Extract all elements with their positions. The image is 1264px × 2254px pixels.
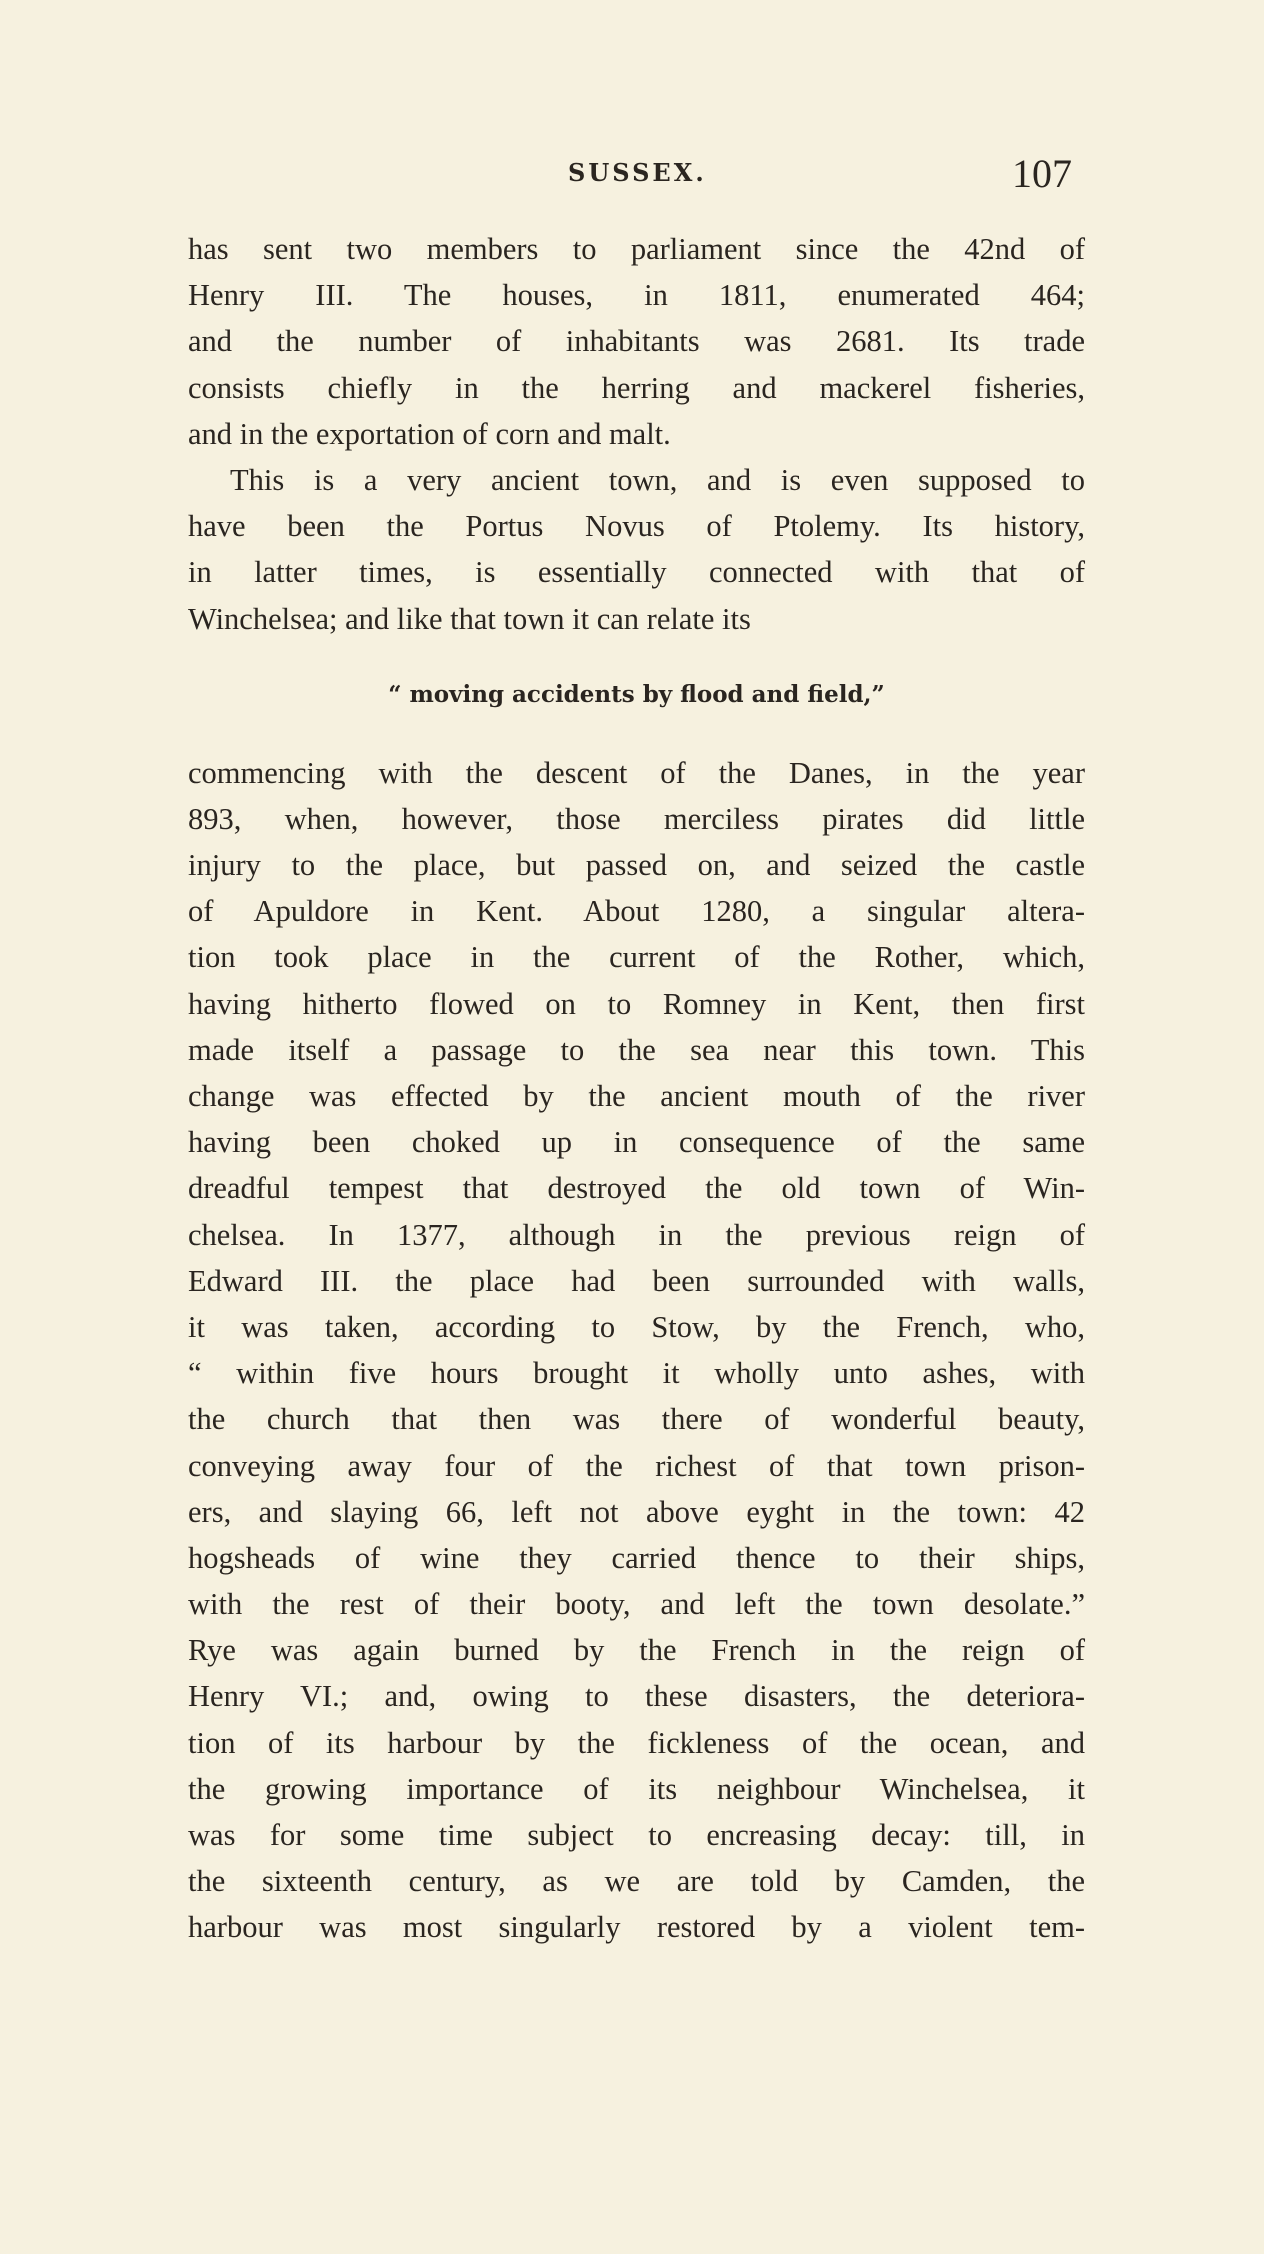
text-line: was for some time subject to encreasing decay: till, in bbox=[188, 1818, 1085, 1852]
block-quote: “ moving accidents by flood and field,” bbox=[388, 680, 885, 708]
paragraph-1 bbox=[188, 226, 1085, 457]
text-line: This is a very ancient town, and is even supposed to bbox=[230, 462, 1085, 497]
text-line: Rye was again burned by the French in the reign of bbox=[188, 1633, 1085, 1668]
text-line: change was effected by the ancient mouth of the river bbox=[188, 1079, 1085, 1113]
text-line: and the number of inhabitants was 2681. Its trade bbox=[188, 324, 1085, 359]
text-line: has sent two members to parliament since the 42nd of bbox=[188, 232, 1085, 266]
text-line: dreadful tempest that destroyed the old town of Win- bbox=[188, 1171, 1085, 1206]
text-line: of Apuldore in Kent. About 1280, a singular altera- bbox=[188, 894, 1085, 929]
text-line: consists chiefly in the herring and mackerel fisheries, bbox=[188, 370, 1085, 405]
text-line: Winchelsea; and like that town it can relate its bbox=[188, 601, 751, 636]
text-line: the church that then was there of wonderful beauty, bbox=[188, 1402, 1085, 1437]
text-line: made itself a passage to the sea near this town. This bbox=[188, 1032, 1085, 1067]
text-line: the sixteenth century, as we are told by Camden, the bbox=[188, 1864, 1085, 1899]
text-line: in latter times, is essentially connected with that of bbox=[188, 555, 1085, 590]
text-line: it was taken, according to Stow, by the French, who, bbox=[188, 1309, 1085, 1344]
text-line: and in the exportation of corn and malt. bbox=[188, 416, 671, 451]
paragraph-2 bbox=[188, 457, 1085, 642]
text-line: chelsea. In 1377, although in the previous reign of bbox=[188, 1217, 1085, 1252]
text-line: commencing with the descent of the Danes, in the year bbox=[188, 755, 1085, 790]
page-number: 107 bbox=[1012, 151, 1072, 196]
text-line: 893, when, however, those merciless pirates did little bbox=[188, 801, 1085, 836]
text-line: Henry III. The houses, in 1811, enumerated 464; bbox=[188, 278, 1085, 313]
text-line: tion of its harbour by the fickleness of the ocean, and bbox=[188, 1725, 1085, 1760]
text-line: having hitherto flowed on to Romney in Kent, then first bbox=[188, 986, 1085, 1021]
text-line: conveying away four of the richest of that town prison- bbox=[188, 1448, 1085, 1483]
text-line: Henry VI.; and, owing to these disasters, the deteriora- bbox=[188, 1679, 1085, 1714]
text-line: with the rest of their booty, and left the town desolate.” bbox=[188, 1587, 1085, 1622]
text-line: tion took place in the current of the Rother, which, bbox=[188, 940, 1085, 975]
running-head-title: SUSSEX. bbox=[568, 158, 707, 187]
paragraph-3 bbox=[188, 750, 1085, 1951]
text-line: “ within five hours brought it wholly unto ashes, with bbox=[188, 1356, 1085, 1391]
body-text bbox=[188, 226, 1085, 1951]
text-line: Edward III. the place had been surrounded with walls, bbox=[188, 1263, 1085, 1298]
running-head bbox=[0, 150, 1264, 200]
text-line: the growing importance of its neighbour Winchelsea, it bbox=[188, 1771, 1085, 1806]
text-line: hogsheads of wine they carried thence to their ships, bbox=[188, 1540, 1085, 1575]
text-line: harbour was most singularly restored by a violent tem- bbox=[188, 1910, 1085, 1945]
text-line: have been the Portus Novus of Ptolemy. Its history, bbox=[188, 509, 1085, 544]
text-line: ers, and slaying 66, left not above eyght in the town: 42 bbox=[188, 1494, 1085, 1529]
text-line: having been choked up in consequence of the same bbox=[188, 1125, 1085, 1160]
text-line: injury to the place, but passed on, and seized the castle bbox=[188, 848, 1085, 883]
